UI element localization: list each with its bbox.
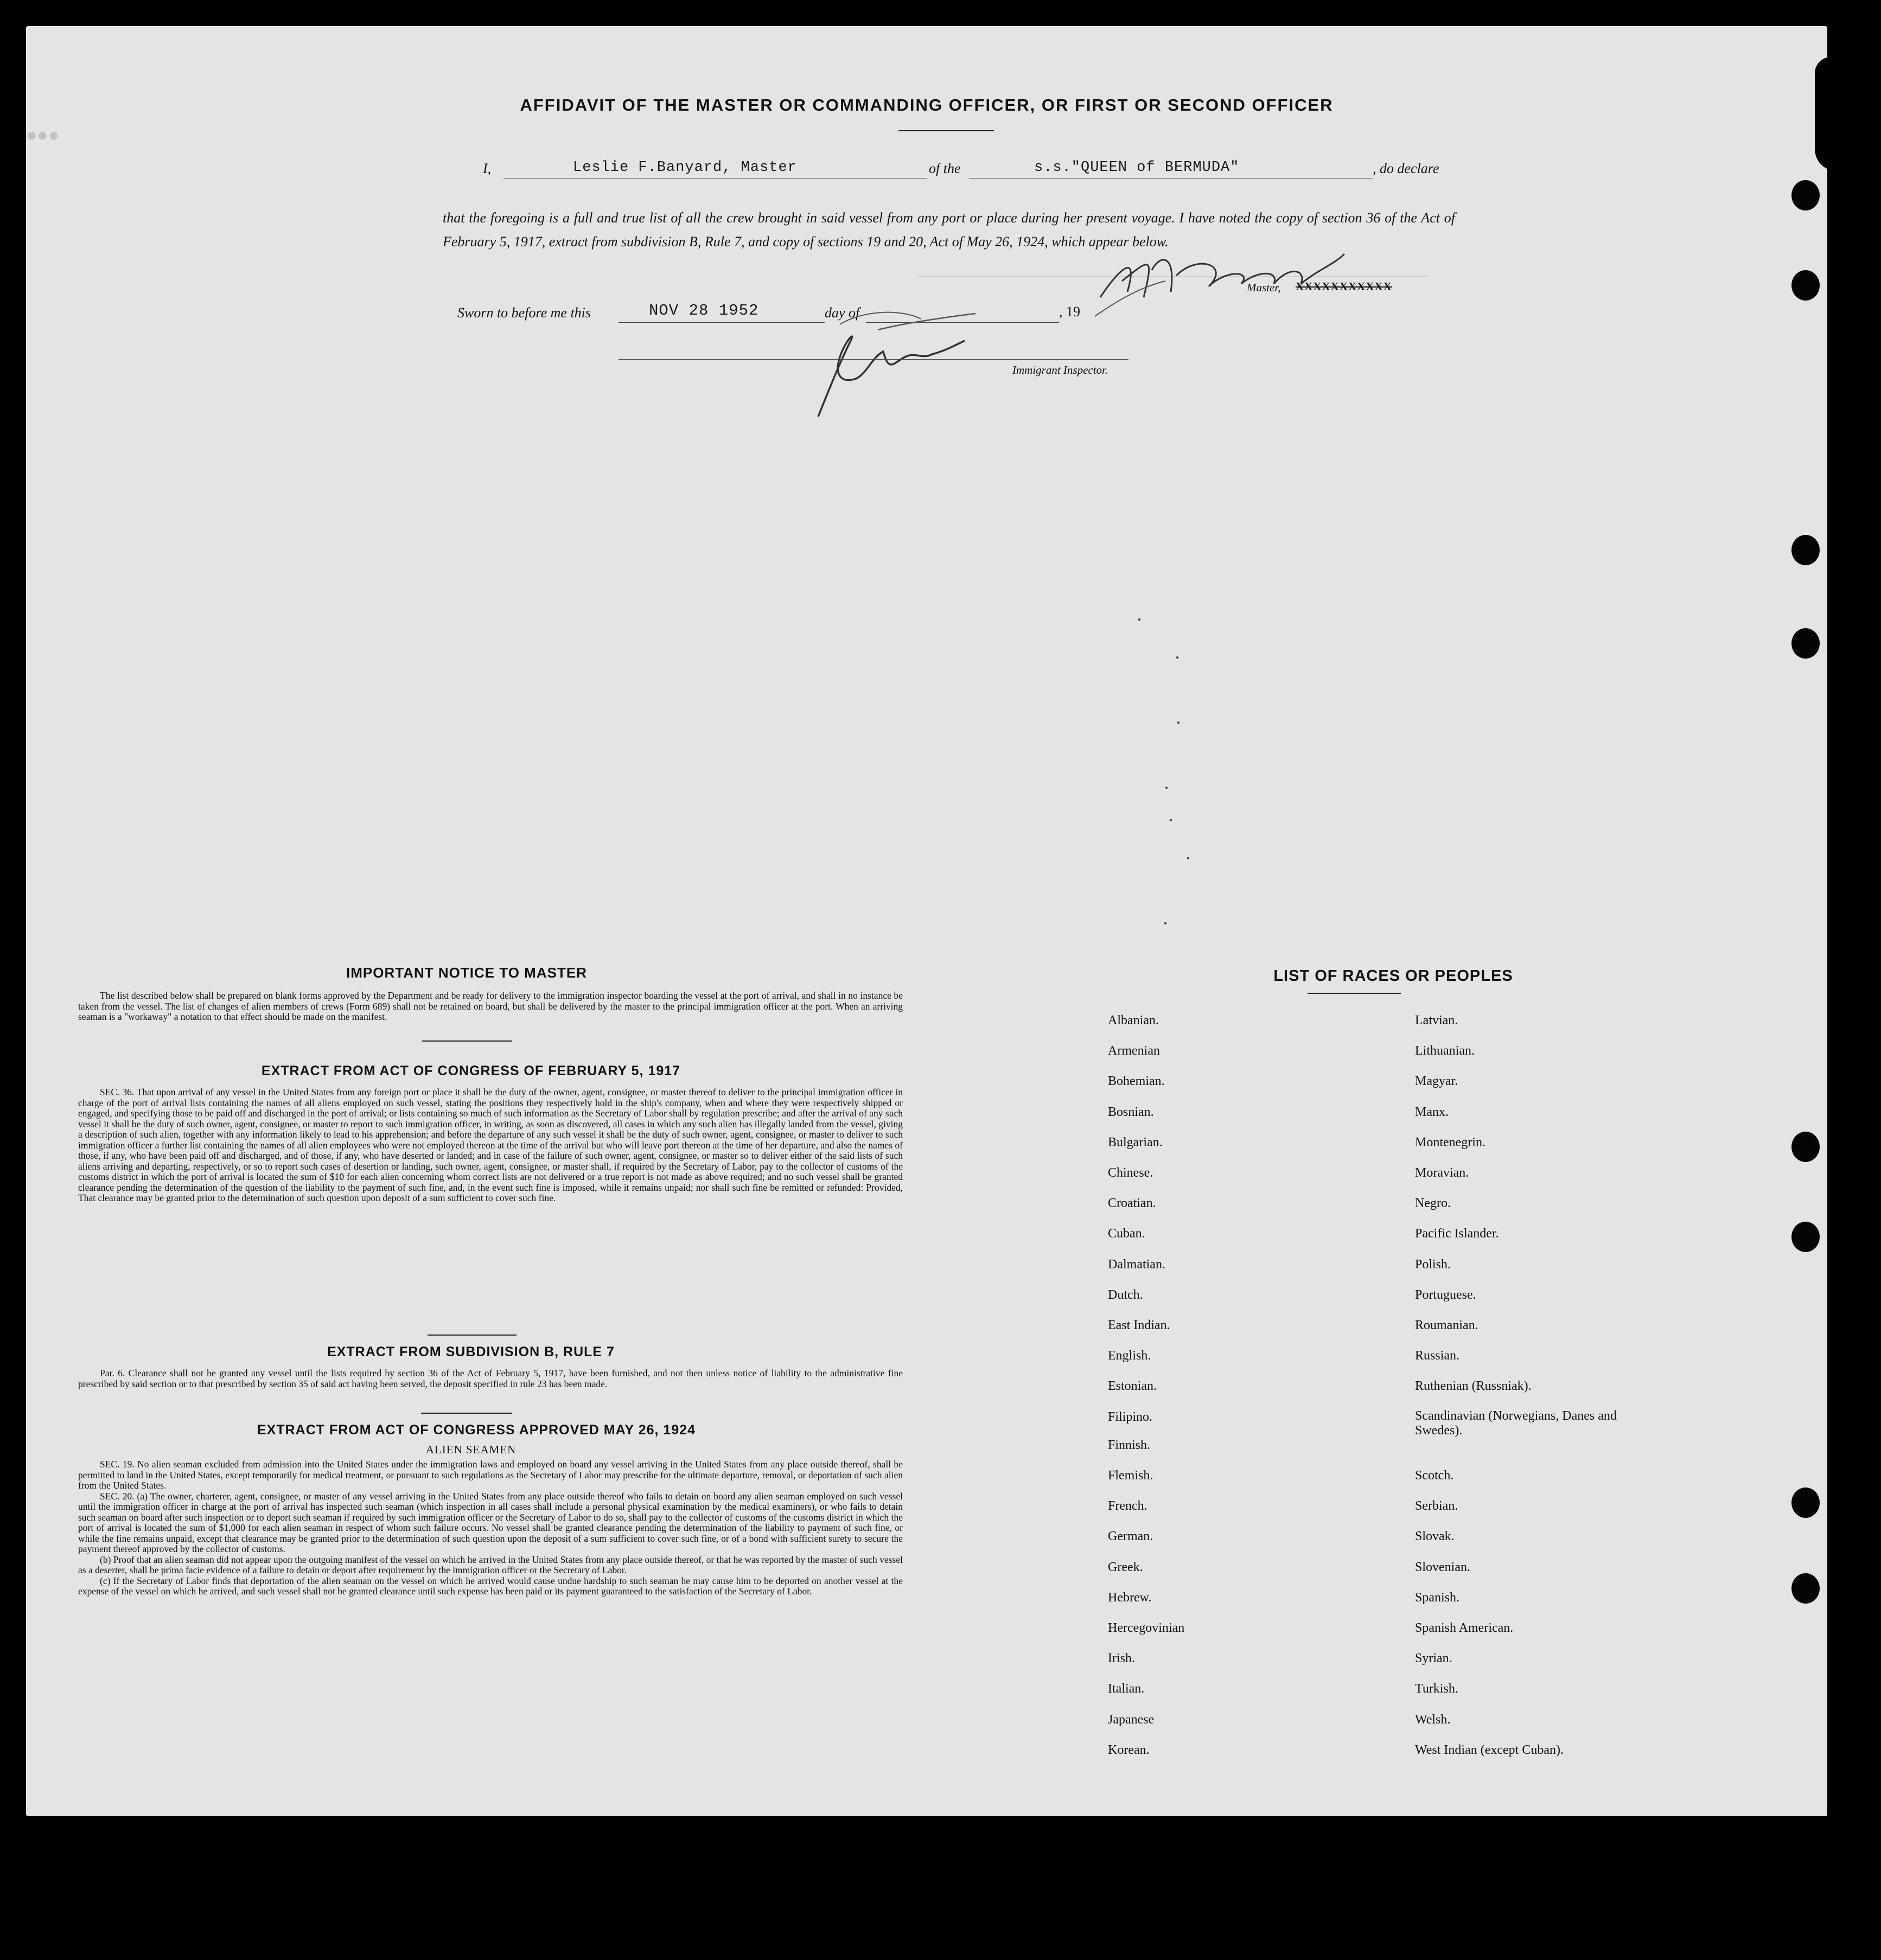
speck [1176, 656, 1178, 659]
race-item: Hercegovinian [1108, 1621, 1185, 1635]
speck [1177, 722, 1179, 724]
affidavit-statement: that the foregoing is a full and true list of all the crew brought in said vessel from any port or place during her present voyage. I have noted the copy of section 36 of the Act of February 5, 1917, extract from subdivision B, Rule 7, and copy of sections 19 and 20, Act of May 26, 1924, which appear below. [443, 210, 1455, 250]
document-page [26, 26, 1827, 1816]
race-item: Armenian [1108, 1044, 1160, 1058]
race-item: Scotch. [1415, 1469, 1454, 1483]
extract-rule7-title: EXTRACT FROM SUBDIVISION B, RULE 7 [327, 1344, 615, 1359]
master-caption-struck: XXXXXXXXXXX [1296, 280, 1392, 293]
race-item: Bohemian. [1108, 1074, 1165, 1089]
race-item: German. [1108, 1529, 1153, 1544]
vessel-name: s.s."QUEEN of BERMUDA" [1034, 159, 1240, 176]
race-item: Albanian. [1108, 1013, 1159, 1027]
extract-1924-paragraph: SEC. 19. No alien seaman excluded from admission into the United States under the immigration laws and employed on board any vessel arriving in the United States from any place outside thereof, shall be permitted to land in the United States, except temporarily for medical treatment, or pursuant to such regulations as the Secretary of Labor may prescribe for the ultimate departure, removal, or deportation of such alien from the United States. [78, 1459, 903, 1491]
race-item: Italian. [1108, 1682, 1145, 1696]
race-item: English. [1108, 1349, 1151, 1363]
race-item: French. [1108, 1499, 1147, 1514]
notice-title: IMPORTANT NOTICE TO MASTER [346, 965, 587, 981]
extract-1917-title: EXTRACT FROM ACT OF CONGRESS OF FEBRUARY 5, 1917 [261, 1063, 681, 1078]
master-caption: Master, [1247, 281, 1281, 294]
master-signature [1089, 232, 1372, 319]
speck [1187, 857, 1189, 859]
punch-hole [1791, 270, 1820, 301]
races-title: LIST OF RACES OR PEOPLES [1273, 967, 1513, 985]
race-item: Spanish American. [1415, 1621, 1514, 1635]
extract-1924-subtitle: ALIEN SEAMEN [425, 1443, 517, 1456]
race-item: Polish. [1415, 1257, 1451, 1272]
master-name: Leslie F.Banyard, Master [573, 159, 797, 176]
bleed-through-mark: ●●● [26, 126, 60, 147]
extract-1917-text: SEC. 36. That upon arrival of any vessel in the United States from any foreign port or place it shall be the duty of the owner, agent, consignee, or master thereof to deliver to the principal immigration officer in charge of the port of arrival lists containing the names of all aliens employed on such vessel, stating the positions they respectively hold in the ship's company, when and where they were respectively shipped or engaged, and specifying those to be paid off and discharged in the port of arrival; or lists containing so much of such information as the Secretary of Labor shall by regulation prescribe; and after the arrival of any such vessel it shall be the duty of such owner, agent, consignee, or master to report to such immigration officer, in writing, as soon as discovered, all cases in which any such alien has illegally landed from the vessel, giving a description of such alien, together with any information likely to lead to his apprehension; and before the departure of any such vessel it shall be the duty of such owner, agent, consignee, or master to deliver to such immigration officer a further list containing the names of all alien employees who were not employed thereon at the time of the arrival but who will leave port thereon at the time of her departure, and also the names of those, if any, who have been paid off and discharged, and of those, if any, who have deserted or landed; and in case of the failure of such owner, agent, consignee, or master so to deliver either of the said lists of such aliens arriving and departing, respectively, or so to report such cases of desertion or landing, such owner, agent, consignee, or master shall, if required by the Secretary of Labor, pay to the collector of customs of the customs district in which the port of arrival is located the sum of $10 for each alien concerning whom correct lists are not delivered or a true report is not made as above required; and no such vessel shall be granted clearance pending the determination of the question of the liability to the payment of such fine, and, in the event such fine is imposed, while it remains unpaid; nor shall such fine be remitted or refunded: Provided, That clearance may be granted prior to the determination of such question upon deposit of a sum sufficient to cover such fine. [78, 1087, 903, 1203]
extract-1924-title: EXTRACT FROM ACT OF CONGRESS APPROVED MAY 26, 1924 [257, 1422, 696, 1438]
race-item: Pacific Islander. [1415, 1227, 1499, 1241]
section-divider [421, 1413, 512, 1414]
race-item: Moravian. [1415, 1166, 1469, 1180]
section-divider [428, 1335, 517, 1336]
race-item: Serbian. [1415, 1499, 1458, 1514]
extract-1924-paragraph: (c) If the Secretary of Labor finds that deportation of the alien seaman on the vessel on which he arrived would cause undue hardship to such seaman he may cause him to be deported on another vessel at the expense of the vessel on which he arrived, and such vessel shall not be granted clearance until such expense has been paid or its payment guaranteed to the satisfaction of the Secretary of Labor. [78, 1575, 903, 1597]
race-item: Bosnian. [1108, 1105, 1154, 1119]
i-label: I, [483, 161, 492, 176]
race-item: Slovenian. [1415, 1560, 1470, 1574]
sworn-label: Sworn to before me this [457, 305, 591, 321]
punch-hole [1791, 535, 1820, 565]
speck [1165, 787, 1168, 789]
do-declare-label: , do declare [1373, 161, 1439, 176]
race-item: Manx. [1415, 1105, 1449, 1119]
day-of-label: day of [825, 305, 860, 321]
race-item: Chinese. [1108, 1166, 1153, 1180]
sworn-date: NOV 28 1952 [649, 302, 759, 320]
inspector-signature-line [619, 359, 1128, 360]
torn-edge [1815, 57, 1853, 171]
race-item: Croatian. [1108, 1196, 1156, 1211]
race-item: Bulgarian. [1108, 1135, 1163, 1150]
race-item: Japanese [1108, 1712, 1155, 1727]
race-item: Welsh. [1415, 1712, 1451, 1727]
race-item: Finnish. [1108, 1438, 1151, 1452]
race-item: Slovak. [1415, 1529, 1455, 1544]
race-item: Greek. [1108, 1560, 1143, 1574]
extract-1924-paragraph: (b) Proof that an alien seaman did not appear upon the outgoing manifest of the vessel on which he arrived in the United States from any place outside thereof, or that he was reported by the master of such vessel as a deserter, shall be prima facie evidence of a failure to detain or deport after requirement by the immigration officer or the Secretary of Labor. [78, 1554, 903, 1575]
affidavit-title: AFFIDAVIT OF THE MASTER OR COMMANDING OFFICER, OR FIRST OR SECOND OFFICER [520, 95, 1334, 114]
race-item: Cuban. [1108, 1227, 1145, 1241]
race-item: Magyar. [1415, 1074, 1458, 1089]
race-item: Estonian. [1108, 1379, 1157, 1394]
notice-text: The list described below shall be prepared on blank forms approved by the Department and be ready for delivery to the immigration inspector boarding the vessel at the port of arrival, and shall in no instance be taken from the vessel. The list of changes of alien members of crews (Form 689) shall not be retained on board, but shall be delivered by the master to the principal immigration officer at the port. When an arriving seaman is a "workaway" a notation to that effect should be made on the manifest. [78, 990, 903, 1022]
title-divider [898, 130, 994, 131]
race-item: Negro. [1415, 1196, 1451, 1211]
punch-hole [1791, 1222, 1820, 1252]
of-the-label: of the [929, 161, 961, 176]
section-divider [422, 1040, 512, 1042]
speck [1164, 922, 1166, 924]
race-item: Dalmatian. [1108, 1257, 1165, 1272]
extract-rule7-text: Par. 6. Clearance shall not be granted any vessel until the lists required by section 36 of the Act of February 5, 1917, have been furnished, and not then unless notice of liability to the administrative fine prescribed by said section or to that prescribed by section 35 of said act having been served, the deposit specified in rule 23 has been made. [78, 1368, 903, 1389]
race-item: Hebrew. [1108, 1590, 1152, 1605]
extract-1924-paragraph: SEC. 20. (a) The owner, charterer, agent, consignee, or master of any vessel arriving in the United States from any place outside thereof who fails to detain on board any alien seaman employed on such vessel until the immigration officer in charge at the port of arrival has inspected such seaman (which inspection in all cases shall include a personal physical examination by the medical examiners), or who fails to detain such seaman on board after such inspection or to deport such seaman if required by such immigration officer or the Secretary of Labor to do so, shall pay to the collector of customs of the customs district in which the port of arrival is located the sum of $1,000 for each alien seaman in respect of whom such failure occurs. No vessel shall be granted clearance pending the determination of the liability to payment of such fine, or while the fine remains unpaid, except that clearance may be granted prior to the determination of such question upon the deposit of a sum sufficient to cover such fine, or of a bond with sufficient surety to secure the payment thereof approved by the collector of customs. [78, 1490, 903, 1554]
punch-hole [1791, 628, 1820, 659]
race-item: Roumanian. [1415, 1318, 1478, 1332]
race-item: Lithuanian. [1415, 1044, 1475, 1058]
extract-1924-text [78, 1459, 903, 1597]
race-item: Turkish. [1415, 1682, 1458, 1696]
year-label: , 19 [1059, 304, 1080, 320]
speck [1170, 819, 1172, 821]
race-item: East Indian. [1108, 1318, 1170, 1332]
race-item: Spanish. [1415, 1590, 1460, 1605]
race-item: Portuguese. [1415, 1287, 1476, 1302]
race-item: Irish. [1108, 1651, 1135, 1666]
race-item: Latvian. [1415, 1013, 1458, 1027]
races-divider [1308, 993, 1401, 994]
race-item: Scandinavian (Norwegians, Danes and Swedes). [1415, 1408, 1617, 1438]
race-item: Montenegrin. [1415, 1135, 1485, 1150]
race-item: Russian. [1415, 1349, 1460, 1363]
inspector-signature [758, 308, 1008, 433]
race-item: Syrian. [1415, 1651, 1452, 1666]
inspector-caption: Immigrant Inspector. [1012, 363, 1108, 376]
punch-hole [1791, 1573, 1820, 1604]
speck [1138, 618, 1140, 621]
race-item: Flemish. [1108, 1469, 1153, 1483]
race-item: Korean. [1108, 1742, 1150, 1757]
punch-hole [1791, 1487, 1820, 1518]
punch-hole [1791, 1132, 1820, 1162]
race-item: Filipino. [1108, 1409, 1153, 1424]
race-item: West Indian (except Cuban). [1415, 1742, 1564, 1757]
race-item: Ruthenian (Russniak). [1415, 1379, 1532, 1394]
punch-hole [1791, 180, 1820, 210]
race-item: Dutch. [1108, 1287, 1143, 1302]
